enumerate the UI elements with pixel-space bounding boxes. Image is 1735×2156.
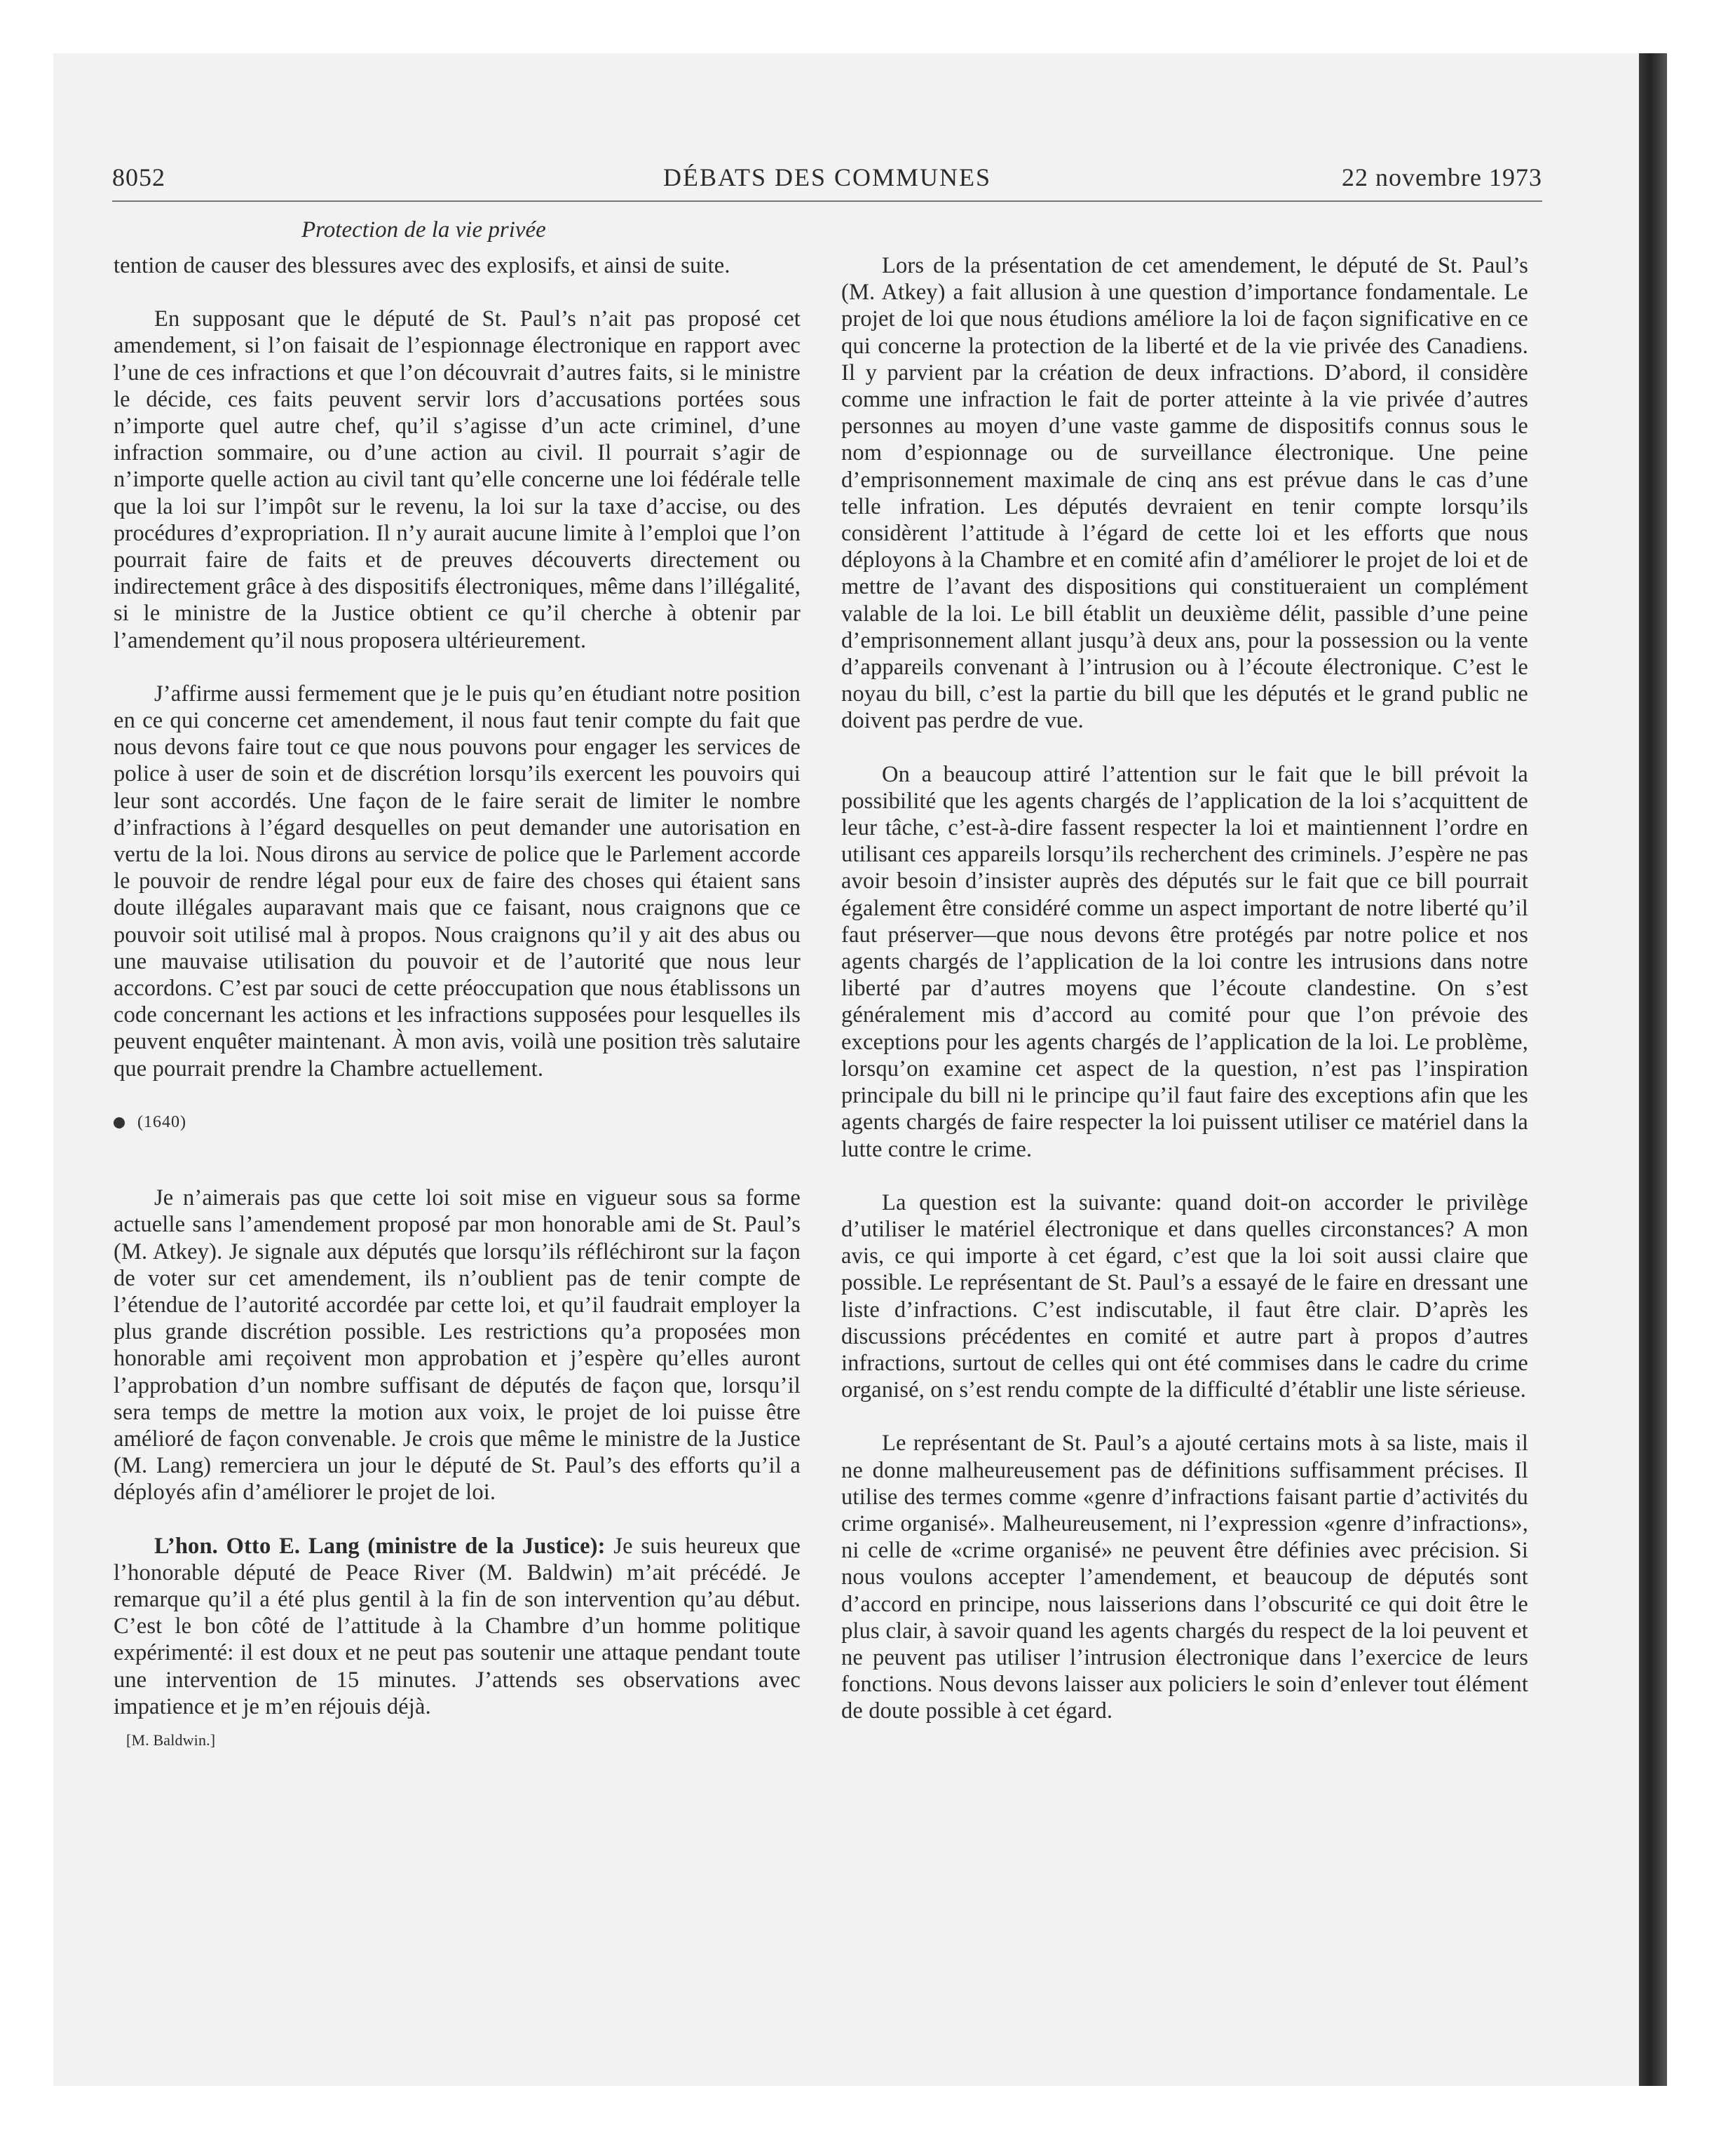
right-paragraph-1: Lors de la présentation de cet amendement, le député de St. Paul’s (M. Atkey) a fait allusion à une question d’importance fondamentale. Le projet de loi que nous étudions améliore la loi de façon significative en ce qui concerne la protection de la liberté et de la vie privée des Canadiens. Il y parvient par la création de deux infractions. D’abord, il considère comme une infraction le fait de porter atteinte à la vie privée d’autres personnes au moyen d’une vaste gamme de dispositifs connus sous le nom d’espionnage ou de surveillance électronique. Une peine d’emprisonnement maximale de cinq ans est prévue dans le cas d’une telle infration. Les députés devraient en tenir compte lorsqu’ils considèrent l’attitude à l’égard de cette loi et les efforts que nous déployons à la Chambre et en comité afin d’améliorer le projet de loi et de mettre de l’avant des dispositions qui constitueraient un complément valable de la loi. Le bill établit un deuxième délit, passible d’une peine d’emprisonnement allant jusqu’à deux ans, pour la possession ou la vente d’appareils convenant à l’intrusion ou à l’écoute électronique. C’est le noyau du bill, c’est la partie du bill que les députés et le grand public ne doivent pas perdre de vue. [841,253,1528,734]
left-paragraph-5 [114,1533,801,1720]
right-paragraph-2: On a beaucoup attiré l’attention sur le fait que le bill prévoit la possibilité que les agents chargés de l’application de la loi s’acquittent de leur tâche, c’est-à-dire fassent respecter la loi et maintiennent l’ordre en utilisant ces appareils lorsqu’ils recherchent des criminels. J’espère ne pas avoir besoin d’insister auprès des députés sur le fait que ce bill pourrait également être considéré comme un aspect important de notre liberté qu’il faut préserver—que nous devons être protégés par notre police et nos agents chargés de l’application de la loi contre les intrusions dans notre liberté par d’autres moyens que l’écoute clandestine. On s’est généralement mis d’accord au comité pour que l’on prévoie des exceptions pour les agents chargés de l’application de la loi. Le problème, lorsqu’on examine cet aspect de la question, n’est pas l’inspiration principale du bill ni le principe qu’il faut faire des exceptions afin que les agents chargés de faire respecter la loi puissent utiliser ce matériel dans la lutte contre le crime. [841,761,1528,1162]
page-number: 8052 [112,163,165,191]
running-title: Protection de la vie privée [301,217,546,243]
speaker-name: L’hon. Otto E. Lang (ministre de la Justice): [154,1533,606,1559]
left-paragraph-4: Je n’aimerais pas que cette loi soit mise en vigueur sous sa forme actuelle sans l’amendement proposé par mon honorable ami de St. Paul’s (M. Atkey). Je signale aux députés que lorsqu’ils réfléchiront sur la façon de voter sur cet amendement, ils n’oublient pas de tenir compte de l’étendue de l’autorité accordée par cette loi, et qu’il faudrait employer la plus grande discrétion possible. Les restrictions qu’a proposées mon honorable ami reçoivent mon approbation et j’espère qu’elles auront l’approbation d’un nombre suffisant de députés de façon que, lorsqu’il sera temps de mettre la motion aux voix, le projet de loi puisse être amélioré de façon convenable. Je crois que même le ministre de la Justice (M. Lang) remerciera un jour le député de St. Paul’s des efforts qu’il a déployés afin d’améliorer le projet de loi. [114,1185,801,1506]
right-paragraph-4: Le représentant de St. Paul’s a ajouté certains mots à sa liste, mais il ne donne malheureusement pas de définitions suffisamment précises. Il utilise des termes comme «genre d’infractions faisant partie d’activités du crime organisé». Malheureusement, ni l’expression «genre d’infractions», ni celle de «crime organisé» ne peuvent être définies avec précision. Si nous voulons accepter l’amendement, et beaucoup de députés sont d’accord en principe, nous laisserions dans l’obscurité ce qui doit être le plus clair, à savoir quand les agents chargés du respect de la loi peuvent et ne peuvent pas utiliser l’intrusion électronique dans l’exercice de leurs fonctions. Nous devons laisser aux policiers le soin d’enlever tout élément de doute possible à cet égard. [841,1431,1528,1724]
left-paragraph-1: tention de causer des blessures avec des explosifs, et ainsi de suite. [114,253,730,278]
publication-title: DÉBATS DES COMMUNES [662,163,992,191]
time-marker-label: (1640) [137,1112,186,1131]
scan-edge-strip [1639,53,1667,2086]
attribution: [M. Baldwin.] [126,1731,216,1749]
speaker-text: Je suis heureux que l’honorable député de Peace River (M. Baldwin) m’ait précédé. Je remarque qu’il a été plus gentil à la fin de son intervention qu’au début. C’est le bon côté de l’attitude à la Chambre d’un homme politique expérimenté: il est doux et ne peut pas soutenir une attaque pendant toute une intervention de 15 minutes. J’attends ses observations avec impatience et je m’en réjouis déjà. [114,1533,801,1719]
page-header [112,163,1542,205]
right-paragraph-3: La question est la suivante: quand doit-on accorder le privilège d’utiliser le matériel électronique et dans quelles circonstances? A mon avis, ce qui importe à cet égard, c’est que la loi soit aussi claire que possible. Le représentant de St. Paul’s a essayé de le faire en dressant une liste d’infractions. C’est indiscutable, il faut être clair. D’après les discussions précédentes en comité et autre part à propos d’autres infractions, surtout de celles qui ont été commises dans le cadre du crime organisé, on s’est rendu compte de la difficulté d’établir une liste sérieuse. [841,1189,1528,1403]
time-marker [114,1109,801,1135]
left-column [114,252,801,1754]
bullet-dot-icon [114,1117,125,1128]
left-paragraph-2: En supposant que le député de St. Paul’s n’ait pas proposé cet amendement, si l’on faisait de l’espionnage électronique en rapport avec l’une de ces infractions et que l’on découvrait d’autres faits, si le ministre le décide, ces faits peuvent servir lors d’accusations portées sous n’importe quel autre chef, qu’il s’agisse d’un acte criminel, d’une infraction sommaire, ou d’une action au civil. Il pourrait s’agir de n’importe quelle action au civil tant qu’elle concerne une loi fédérale telle que la loi sur l’impôt sur le revenu, la loi sur la taxe d’accise, ou des procédures d’expropriation. Il n’y aurait aucune limite à l’emploi que l’on pourrait faire de faits et de preuves découverts directement ou indirectement grâce à des dispositifs électroniques, même dans l’illégalité, si le ministre de la Justice obtient ce qu’il cherche à obtenir par l’amendement qu’il nous proposera ultérieurement. [114,306,801,653]
right-column [841,252,1528,1752]
publication-date: 22 novembre 1973 [1342,163,1542,191]
left-paragraph-3: J’affirme aussi fermement que je le puis qu’en étudiant notre position en ce qui concerne cet amendement, il nous faut tenir compte du fait que nous devons faire tout ce que nous pouvons pour engager les services de police à user de soin et de discrétion lorsqu’ils exercent les pouvoirs qui leur sont accordés. Une façon de le faire serait de limiter le nombre d’infractions à l’égard desquelles on peut demander une autorisation en vertu de la loi. Nous dirons au service de police que le Parlement accorde le pouvoir de rendre légal pour eux de faire des choses qui étaient sans doute illégales auparavant mais que ce faisant, nous craignons que ce pouvoir soit utilisé mal à propos. Nous craignons qu’il y ait des abus ou une mauvaise utilisation du pouvoir et de l’autorité que nous leur accordons. C’est par souci de cette préoccupation que nous établissons un code concernant les actions et les infractions supposées pour lesquelles ils peuvent enquêter maintenant. À mon avis, voilà une position très salutaire que pourrait prendre la Chambre actuellement. [114,681,801,1082]
header-rule [112,200,1542,202]
